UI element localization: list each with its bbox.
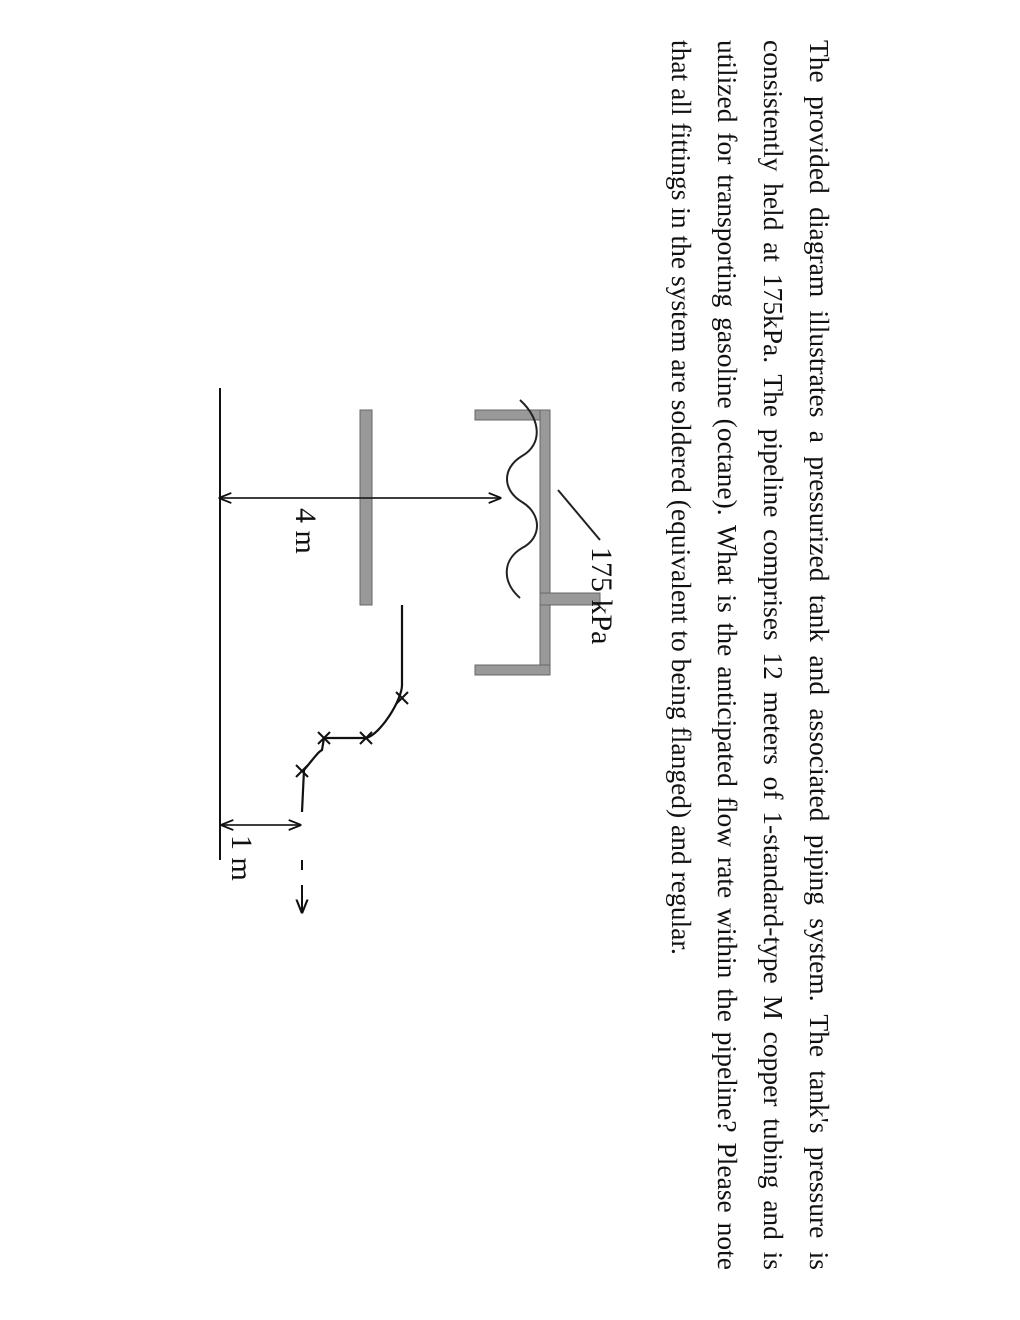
height-label: 4 m xyxy=(289,508,322,554)
tank-top-wall xyxy=(360,410,372,605)
pipeline xyxy=(302,605,402,812)
tank-right-wall-lower xyxy=(475,665,550,675)
pressure-label: 175 kPa xyxy=(585,547,618,645)
tank-left-wall-upper xyxy=(475,410,550,420)
fitting-elbow-1 xyxy=(396,692,408,704)
liquid-surface xyxy=(507,400,537,598)
fittings xyxy=(296,692,408,777)
tank xyxy=(360,410,600,675)
fitting-elbow-4 xyxy=(296,765,308,777)
pressure-leader-line xyxy=(558,490,600,540)
problem-text: The provided diagram illustrates a pressurized tank and associated piping system. The tank's pressure is consistently held at 175kPa. The pipeline comprises 12 meters of 1-standard-type M copper tubing and is utilized for transporting gasoline (octane). What is the anticipated flow rate within the pipeline? Please note that all fittings in the system are soldered (equivalent to being flanged) and regular. xyxy=(666,40,835,1270)
tank-bottom-wall xyxy=(540,410,550,675)
drop-label: 1 m xyxy=(225,835,258,881)
